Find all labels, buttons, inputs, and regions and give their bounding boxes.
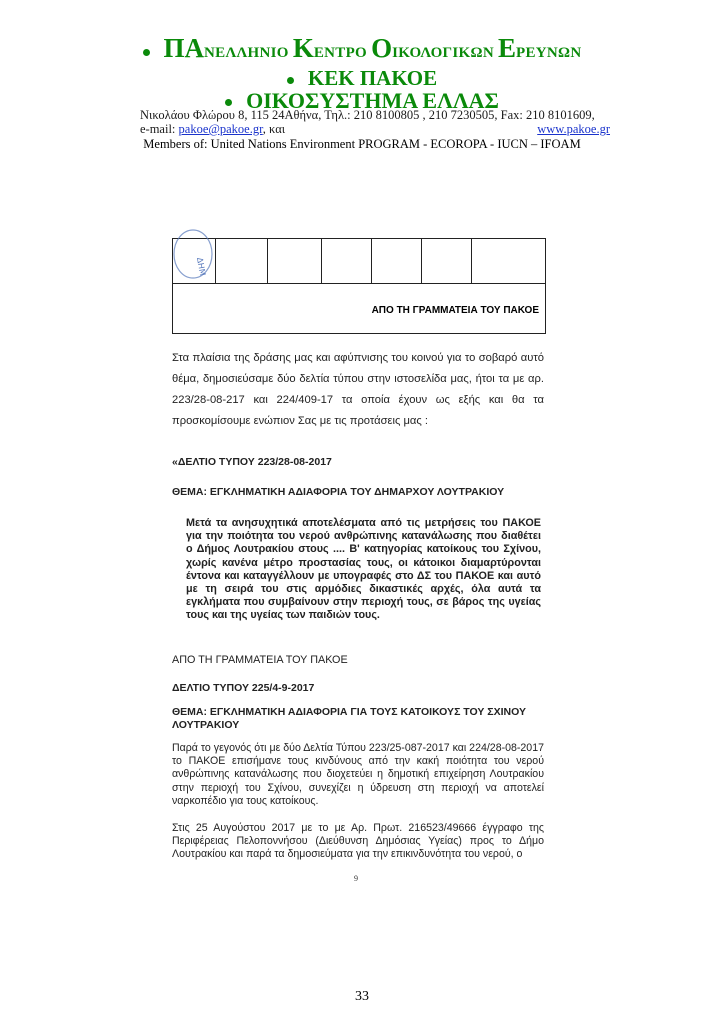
org-name-part: Α [184,33,205,63]
registry-cell [267,239,268,283]
registry-cell [421,239,422,283]
org-name [163,33,582,63]
org-name-line [0,33,724,64]
registry-cell [215,239,216,283]
org-name-part: ΕΝΤΡΟ [313,45,372,61]
secretariat-heading-2: ΑΠΟ ΤΗ ΓΡΑΜΜΑΤΕΙΑ ΤΟΥ ΠΑΚΟΕ [172,654,348,666]
page-number: 33 [355,989,369,1004]
subject-heading-1: ΘΕΜΑ: ΕΓΚΛΗΜΑΤΙΚΗ ΑΔΙΑΦΟΡΙΑ ΤΟΥ ΔΗΜΑΡΧΟΥ ΛΟΥΤΡΑΚΙΟΥ [172,486,505,498]
website-link[interactable]: www.pakoe.gr [537,122,610,136]
email-link[interactable]: pakoe@pakoe.gr [178,122,263,136]
bullet-icon [287,77,294,84]
scan-page-number: 9 [354,874,358,883]
org-name-part: ΝΕΛΛΗΝΙΟ [204,45,293,61]
registry-cell [321,239,322,283]
email-label: e-mail: [140,122,179,136]
registry-row [173,239,545,284]
address: Νικολάου Φλώρου 8, 115 24Αθήνα, Τηλ.: 210 8100805 , 210 7230505, Fax: 210 8101609, [140,108,595,122]
bulletin-heading-2: ΔΕΛΤΙΟ ΤΥΠΟΥ 225/4-9-2017 [172,682,315,694]
ecosystem-name: ΟΙΚΟΣΥΣΤΗΜΑ ΕΛΛΑΣ [246,88,499,113]
bulletin-body-2: Παρά το γεγονός ότι με δύο Δελτία Τύπου 223/25-087-2017 και 224/28-08-2017 το ΠΑΚΟΕ επισήμανε τους κινδύνους από την κακή ποιότητα του νερού ανθρώπινης κατανάλωσης που διοχετεύει η δημοτική επιχείρηση Λουτρακίου στην περιοχή του Σχίνου, συνεχίζει η ύδρευση στη περιοχή να αποτελεί ναρκοπέδιο για τους κατοίκους. [172,742,544,807]
bullet-icon [225,99,232,106]
email-suffix: , και [262,122,286,136]
stamp-text: ΔΗΜ [195,256,208,277]
kek-name: ΚΕΚ ΠΑΚΟΕ [307,66,438,90]
bulletin-body-1: Μετά τα ανησυχητικά αποτελέσματα από τις μετρήσεις του ΠΑΚΟΕ για την ποιότητα του νερού ανθρώπινης κατανάλωσης που διαθέτει ο Δήμος Λουτρακίου στους .... Β' κατηγορίας κατοίκους του Σχίνου, χωρίς κανένα μέτρο προστασίας τους, οι κάτοικοι διαμαρτύρονται έντονα και καταγγέλλουν με υπογραφές στο ΔΣ του ΠΑΚΟΕ και αυτό με τη σειρά του στις αρμόδιες δικαστικές αρχές, όλα αυτά τα εγκλήματα που συμβαίνουν στην περιοχή τους, σε βάρος της υγείας τους και της υγείας των παιδιών τους. [186,517,541,622]
org-name-part: ΡΕΥΝΩΝ [516,45,582,61]
registry-cell [371,239,372,283]
bulletin-heading-1: «ΔΕΛΤΙΟ ΤΥΠΟΥ 223/28-08-2017 [172,456,332,468]
members-line: Members of: United Nations Environment PROGRAM - ECOROPA - IUCN – IFOAM [143,137,581,151]
org-name-part: Ο [371,33,393,63]
registry-cell [471,239,472,283]
email-row [140,122,610,137]
org-name-part: ΙΚΟΛΟΓΙΚΩΝ [392,45,498,61]
org-name-part: Π [163,33,185,63]
org-name-part: Ε [498,33,517,63]
registry-table [172,238,546,334]
subject-heading-2: ΘΕΜΑ: ΕΓΚΛΗΜΑΤΙΚΗ ΑΔΙΑΦΟΡΙΑ ΓΙΑ ΤΟΥΣ ΚΑΤΟΙΚΟΥΣ ΤΟΥ ΣΧΙΝΟΥ ΛΟΥΤΡΑΚΙΟΥ [172,706,526,731]
intro-paragraph: Στα πλαίσια της δράσης μας και αφύπνισης του κοινού για το σοβαρό αυτό θέμα, δημοσιεύσαμε δύο δελτία τύπου στην ιστοσελίδα μας, ήτοι τα με αρ. 223/28-08-217 και 224/409-17 τα οποία έχουν ως εξής και θα τα προσκομίσουμε ενώπιον Σας με τις προτάσεις μας : [172,352,544,427]
org-name-part: Κ [292,33,314,63]
stamp-icon [172,228,214,280]
bullet-icon [143,49,150,56]
secretariat-heading: ΑΠΟ ΤΗ ΓΡΑΜΜΑΤΕΙΑ ΤΟΥ ΠΑΚΟΕ [371,305,539,316]
bulletin-body-3: Στις 25 Αυγούστου 2017 με το με Αρ. Πρωτ. 216523/49666 έγγραφο της Περιφέρειας Πελοποννήσου (Διεύθυνση Δημόσιας Υγείας) προς το Δήμο Λουτρακίου και παρά τα δημοσιεύματα για την επικινδυνότητα του νερού, ο [172,822,544,861]
